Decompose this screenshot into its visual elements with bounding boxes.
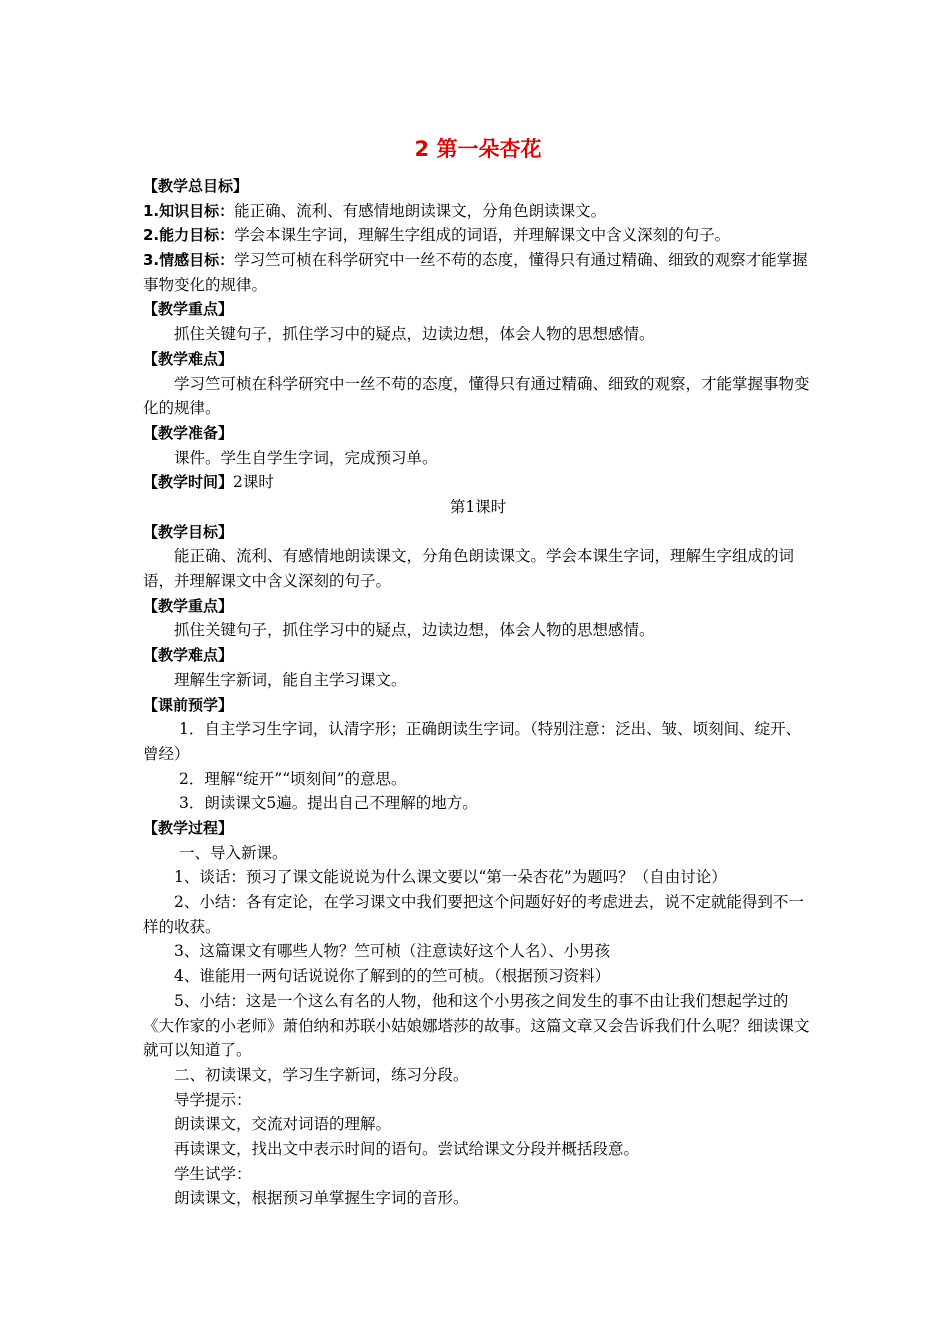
- paragraph: 学生试学：: [174, 1164, 252, 1183]
- goal-text: 学会本课生字词，理解生字组成的词语，并理解课文中含义深刻的句子。: [234, 226, 731, 245]
- paragraph: 导学提示：: [174, 1090, 252, 1109]
- goal-text: 学习竺可桢在科学研究中一丝不苟的态度，懂得只有通过精确、细致的观察才能掌握事物变化的规律。: [143, 251, 808, 294]
- section-heading-difficulties: 【教学难点】: [143, 349, 234, 368]
- section-heading-total-goals: 【教学总目标】: [143, 177, 249, 195]
- paragraph: 4、谁能用一两句话说说你了解到的的竺可桢。（根据预习资料）: [174, 967, 611, 986]
- goal-label: 2.能力目标：: [143, 226, 235, 245]
- teaching-time: [143, 470, 813, 495]
- paragraph: 课件。学生自学生字词，完成预习单。: [174, 448, 438, 467]
- section-heading-time: 【教学时间】: [143, 473, 234, 492]
- section-heading-key-points: 【教学重点】: [143, 300, 234, 319]
- goal-emotion: [143, 248, 813, 297]
- section-heading-process: 【教学过程】: [143, 819, 234, 837]
- paragraph: 朗读课文，根据预习单掌握生字词的音形。: [174, 1189, 469, 1208]
- time-value: 2课时: [233, 473, 274, 492]
- list-item: 3．朗读课文5遍。提出自己不理解的地方。: [179, 794, 478, 813]
- paragraph: 二、初读课文，学习生字新词，练习分段。: [174, 1065, 469, 1084]
- section-heading-lesson-goals: 【教学目标】: [143, 522, 234, 541]
- paragraph: 5、小结：这是一个这么有名的人物，他和这个小男孩之间发生的事不由让我们想起学过的《大作家的小老师》萧伯纳和苏联小姑娘娜塔莎的故事。这篇文章又会告诉我们什么呢？细读课文就可以知道了。: [143, 991, 810, 1060]
- paragraph: 能正确、流利、有感情地朗读课文，分角色朗读课文。学会本课生字词，理解生字组成的词语，并理解课文中含义深刻的句子。: [143, 547, 795, 591]
- goal-label: 1.知识目标：: [143, 201, 235, 220]
- paragraph: 抓住关键句子，抓住学习中的疑点，边读边想，体会人物的思想感情。: [174, 325, 655, 344]
- lesson-heading: 第1课时: [449, 498, 507, 516]
- goal-text: 能正确、流利、有感情地朗读课文，分角色朗读课文。: [234, 201, 607, 220]
- document-page: [143, 134, 813, 1211]
- paragraph: 学习竺可桢在科学研究中一丝不苟的态度，懂得只有通过精确、细致的观察，才能掌握事物变化的规律。: [143, 374, 810, 418]
- paragraph: 朗读课文，交流对词语的理解。: [174, 1115, 392, 1134]
- goal-label: 3.情感目标：: [143, 251, 235, 270]
- paragraph: 1、谈话：预习了课文能说说为什么课文要以“第一朵杏花”为题吗？（自由讨论）: [174, 868, 727, 887]
- paragraph: 理解生字新词，能自主学习课文。: [174, 670, 407, 689]
- list-item: 1．自主学习生字词，认清字形；正确朗读生字词。（特别注意：泛出、皱、顷刻间、绽开、曾经）: [143, 720, 802, 763]
- goal-knowledge: [143, 199, 813, 224]
- goal-ability: [143, 223, 813, 248]
- section-heading-lesson-key-points: 【教学重点】: [143, 596, 234, 615]
- paragraph: 抓住关键句子，抓住学习中的疑点，边读边想，体会人物的思想感情。: [174, 621, 655, 640]
- section-heading-preparation: 【教学准备】: [143, 423, 234, 442]
- paragraph: 2、小结：各有定论，在学习课文中我们要把这个问题好好的考虑进去，说不定就能得到不一样的收获。: [143, 893, 804, 936]
- section-heading-lesson-difficulties: 【教学难点】: [143, 646, 234, 665]
- section-heading-preview: 【课前预学】: [143, 695, 234, 714]
- list-item: 2．理解“绽开”“顷刻间”的意思。: [179, 769, 407, 788]
- paragraph: 3、这篇课文有哪些人物？竺可桢（注意读好这个人名）、小男孩: [174, 942, 611, 961]
- paragraph: 再读课文，找出文中表示时间的语句。尝试给课文分段并概括段意。: [174, 1140, 640, 1159]
- paragraph: 一、导入新课。: [179, 843, 288, 862]
- page-title: 2 第一朵杏花: [414, 137, 542, 161]
